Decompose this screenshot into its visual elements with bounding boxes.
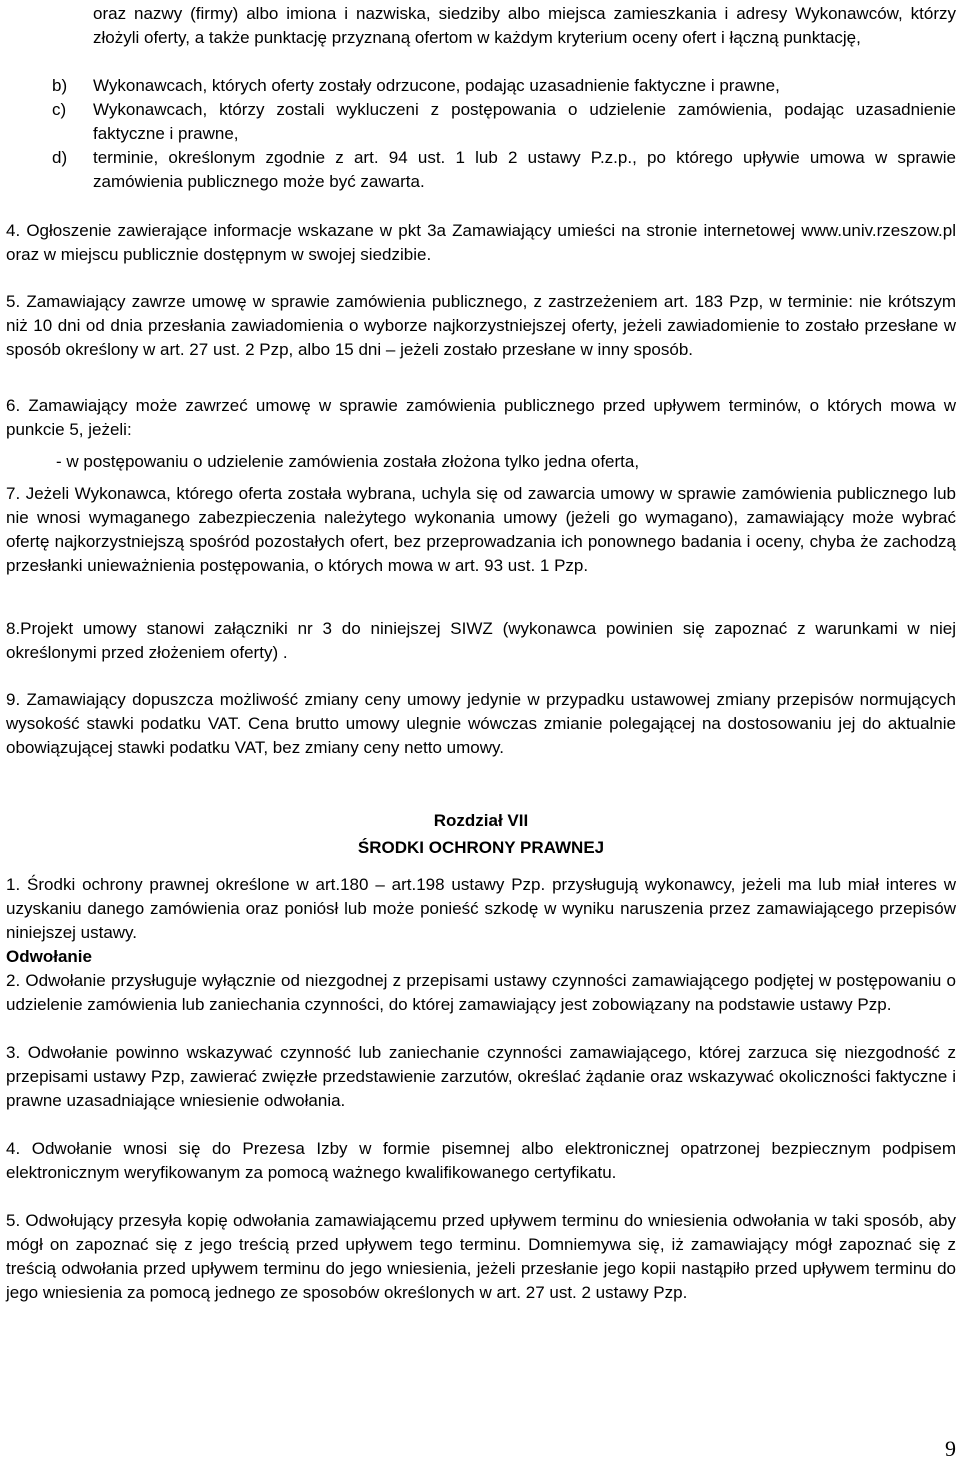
page-number: 9 xyxy=(945,1436,956,1461)
list-text-d: terminie, określonym zgodnie z art. 94 ust. 1 lub 2 ustawy P.z.p., po którego upływie umowa w sprawie zamówienia publicznego może być zawarta. xyxy=(93,148,956,191)
paragraph-6: 6. Zamawiający może zawrzeć umowę w sprawie zamówienia publicznego przed upływem terminów, o których mowa w punkcie 5, jeżeli: xyxy=(6,396,956,439)
paragraph-7: 7. Jeżeli Wykonawca, którego oferta została wybrana, uchyla się od zawarcia umowy w sprawie zamówienia publicznego lub nie wnosi wymaganego zabezpieczenia należytego wykonania umowy (jeżeli go wymagano), zamawiający może wybrać ofertę najkorzystniejszą spośród pozostałych ofert, bez przeprowadzania ich ponownego badania i oceny, chyba że zachodzą przesłanki unieważnienia postępowania, o których mowa w art. 93 ust. 1 Pzp. xyxy=(6,484,956,575)
paragraph-6-item: - w postępowaniu o udzielenie zamówienia została złożona tylko jedna oferta, xyxy=(56,452,640,471)
list-label-d: d) xyxy=(52,148,68,167)
list-item-a-continuation: oraz nazwy (firmy) albo imiona i nazwiska, siedziby albo miejsca zamieszkania i adresy Wykonawców, którzy złożyli oferty, a także punktację przyznaną ofertom w każdym kryterium oceny ofert i łączną punktację, xyxy=(93,4,956,47)
section-5: 5. Odwołujący przesyła kopię odwołania zamawiającemu przed upływem terminu do wniesienia odwołania w taki sposób, aby mógł on zapoznać się z jego treścią przed upływem tego terminu. Domniemywa się, iż zamawiający mógł zapoznać się z treścią odwołania przed upływem terminu do jego wniesienia, jeżeli przesłanie jego kopii nastąpiło przed upływem terminu do jego wniesienia za pomocą jednego ze sposobów określonych w art. 27 ust. 2 ustawy Pzp. xyxy=(6,1211,956,1302)
odwolanie-heading: Odwołanie xyxy=(6,947,92,966)
paragraph-4: 4. Ogłoszenie zawierające informacje wskazane w pkt 3a Zamawiający umieści na stronie internetowej www.univ.rzeszow.pl oraz w miejscu publicznie dostępnym w swojej siedzibie. xyxy=(6,221,956,264)
list-label-b: b) xyxy=(52,76,68,95)
paragraph-9: 9. Zamawiający dopuszcza możliwość zmiany ceny umowy jedynie w przypadku ustawowej zmiany przepisów normujących wysokość stawki podatku VAT. Cena brutto umowy ulegnie wówczas zmianie polegającej na dostosowaniu jej do aktualnie obowiązującej stawki podatku VAT, bez zmiany ceny netto umowy. xyxy=(6,690,956,757)
section-1: 1. Środki ochrony prawnej określone w art.180 – art.198 ustawy Pzp. przysługują wykonawcy, jeżeli ma lub miał interes w uzyskaniu danego zamówienia oraz poniósł lub może ponieść szkodę w wyniku naruszenia przez zamawiającego przepisów niniejszej ustawy. xyxy=(6,875,956,942)
list-text-c: Wykonawcach, którzy zostali wykluczeni z postępowania o udzielenie zamówienia, podając uzasadnienie faktyczne i prawne, xyxy=(93,100,956,143)
section-2: 2. Odwołanie przysługuje wyłącznie od niezgodnej z przepisami ustawy czynności zamawiającego podjętej w postępowaniu o udzielenie zamówienia lub zaniechania czynności, do której zamawiający jest zobowiązany na podstawie ustawy Pzp. xyxy=(6,971,956,1014)
paragraph-8: 8.Projekt umowy stanowi załączniki nr 3 do niniejszej SIWZ (wykonawca powinien się zapoznać z warunkami w niej określonymi przed złożeniem oferty) . xyxy=(6,619,956,662)
chapter-number: Rozdział VII xyxy=(433,811,529,830)
section-3: 3. Odwołanie powinno wskazywać czynność lub zaniechanie czynności zamawiającego, której zarzuca się niezgodność z przepisami ustawy Pzp, zawierać zwięzłe przedstawienie zarzutów, określać żądanie oraz wskazywać okoliczności faktyczne i prawne uzasadniające wniesienie odwołania. xyxy=(6,1043,956,1110)
list-label-c: c) xyxy=(52,100,67,119)
section-4: 4. Odwołanie wnosi się do Prezesa Izby w formie pisemnej albo elektronicznej opatrzonej bezpiecznym podpisem elektronicznym weryfikowanym za pomocą ważnego kwalifikowanego certyfikatu. xyxy=(6,1139,956,1182)
chapter-title: ŚRODKI OCHRONY PRAWNEJ xyxy=(357,838,605,857)
paragraph-5: 5. Zamawiający zawrze umowę w sprawie zamówienia publicznego, z zastrzeżeniem art. 183 Pzp, w terminie: nie krótszym niż 10 dni od dnia przesłania zawiadomienia o wyborze najkorzystniejszej oferty, jeżeli zawiadomienie to zostało przesłane w sposób określony w art. 27 ust. 2 Pzp, albo 15 dni – jeżeli zostało przesłane w inny sposób. xyxy=(6,292,956,359)
list-text-b: Wykonawcach, których oferty zostały odrzucone, podając uzasadnienie faktyczne i prawne, xyxy=(93,76,780,95)
